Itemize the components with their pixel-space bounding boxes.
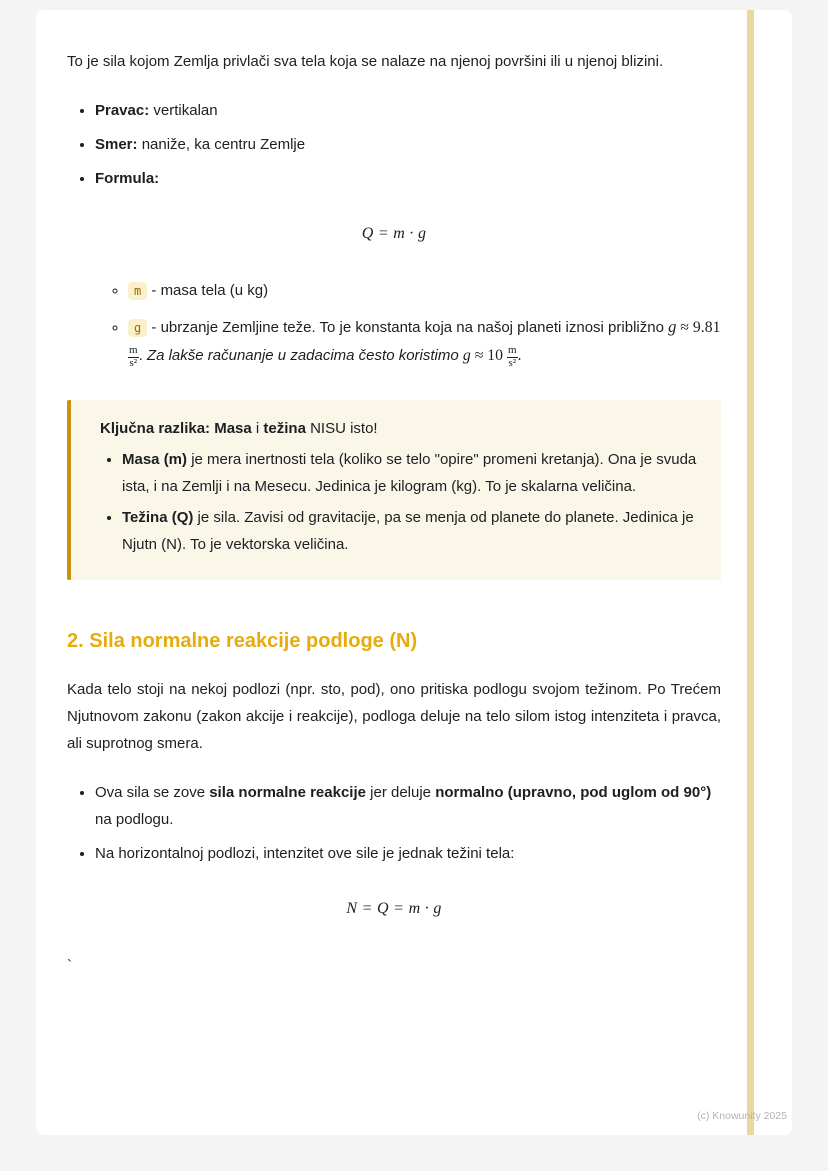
- property-value: vertikalan: [149, 102, 218, 119]
- callout-item-term: Težina (Q): [122, 509, 194, 527]
- stray-backtick: `: [67, 957, 72, 975]
- callout-list: [100, 446, 697, 558]
- page-content: [36, 10, 792, 979]
- callout-item-term: Masa (m): [122, 451, 188, 469]
- bullet-text: Ova sila se zove: [95, 784, 210, 802]
- list-item-gravity: [128, 312, 721, 371]
- fraction-m-per-s2: [507, 345, 518, 369]
- property-label: Formula:: [95, 170, 160, 187]
- property-label: Pravac:: [95, 102, 150, 119]
- inline-code-g: g: [128, 319, 147, 337]
- mass-description: - masa tela (u kg): [147, 281, 269, 299]
- formula-weight: Q = m · g: [361, 225, 427, 242]
- page-edge-stripe: [747, 10, 754, 1135]
- bullet-text: na podlogu.: [95, 811, 174, 829]
- bullet-bold: sila normalne reakcije: [209, 784, 366, 802]
- callout-item-text: je mera inertnosti tela (koliko se telo "opire" promeni kretanja). Ona je svuda ista, i na Zemlji i na Mesecu. Jedinica je kilogram (kg). To je skalarna veličina.: [122, 451, 697, 496]
- callout-title-text: NISU isto!: [305, 420, 378, 438]
- formula-variables-list: [67, 277, 721, 371]
- callout-item-masa: [122, 446, 697, 500]
- list-item-smer: [95, 131, 721, 158]
- intro-paragraph: To je sila kojom Zemlja privlači sva tela koja se nalaze na njenoj površini ili u njenoj blizini.: [67, 53, 664, 70]
- property-value: naniže, ka centru Zemlje: [137, 136, 306, 153]
- fraction-denominator: s²: [129, 356, 138, 369]
- section-heading: 2. Sila normalne reakcije podloge (N): [67, 630, 418, 653]
- callout-title-text: i: [251, 420, 264, 438]
- property-label: Smer:: [95, 136, 138, 153]
- list-item-normal-force: [95, 779, 721, 833]
- bullet-bold: normalno (upravno, pod uglom od 90°): [435, 784, 712, 802]
- callout-item-text: je sila. Zavisi od gravitacije, pa se menja od planete do planete. Jedinica je Njutn (N). To je vektorska veličina.: [122, 509, 694, 554]
- math-approx: ≈ 9.81: [676, 318, 721, 336]
- fraction-numerator: m: [507, 344, 517, 357]
- note-text: Za lakše računanje u zadacima često koristimo: [146, 347, 463, 365]
- math-var-g: g: [668, 316, 677, 336]
- bullet-text: jer deluje: [365, 784, 436, 802]
- properties-list: [67, 97, 721, 192]
- math-g-value-2: [487, 344, 522, 369]
- callout-title-bold: Ključna razlika: Masa: [100, 420, 252, 438]
- list-item-pravac: [95, 97, 721, 124]
- bullet-text: Na horizontalnoj podlozi, intenzitet ove sile je jednak težini tela:: [95, 845, 515, 863]
- math-var-g: g: [462, 347, 471, 365]
- period: .: [517, 347, 522, 365]
- list-item-formula: [95, 165, 721, 192]
- sentence-separator: .: [138, 347, 147, 365]
- math-approx: ≈: [470, 347, 488, 365]
- fraction-denominator: s²: [508, 356, 517, 369]
- callout-title-bold: težina: [263, 420, 306, 438]
- section2-paragraph: Kada telo stoji na nekoj podlozi (npr. sto, pod), ono pritiska podlogu svojom težinom. Po Trećem Njutnovom zakonu (zakon akcije i reakcije), podloga deluje na telo silom istog intenziteta i pravca, ali suprotnog smera.: [67, 681, 721, 753]
- list-item-mass: [128, 277, 721, 304]
- gravity-note: [147, 347, 487, 364]
- list-item-horizontal: [95, 840, 721, 867]
- callout-title: [100, 415, 697, 442]
- math-number: 10: [487, 347, 507, 365]
- inline-code-m: m: [128, 282, 147, 300]
- key-difference-callout: [67, 400, 721, 580]
- fraction-numerator: m: [129, 344, 138, 357]
- document-page: [36, 10, 792, 1135]
- fraction-m-per-s2: [128, 345, 139, 369]
- copyright-footer: (c) Knowunity 2025: [697, 1110, 787, 1122]
- gravity-description: - ubrzanje Zemljine teže. To je konstanta koja na našoj planeti iznosi približno: [147, 318, 669, 336]
- callout-item-tezina: [122, 504, 697, 558]
- formula-normal-force: N = Q = m · g: [346, 900, 442, 918]
- section2-list: [67, 779, 721, 867]
